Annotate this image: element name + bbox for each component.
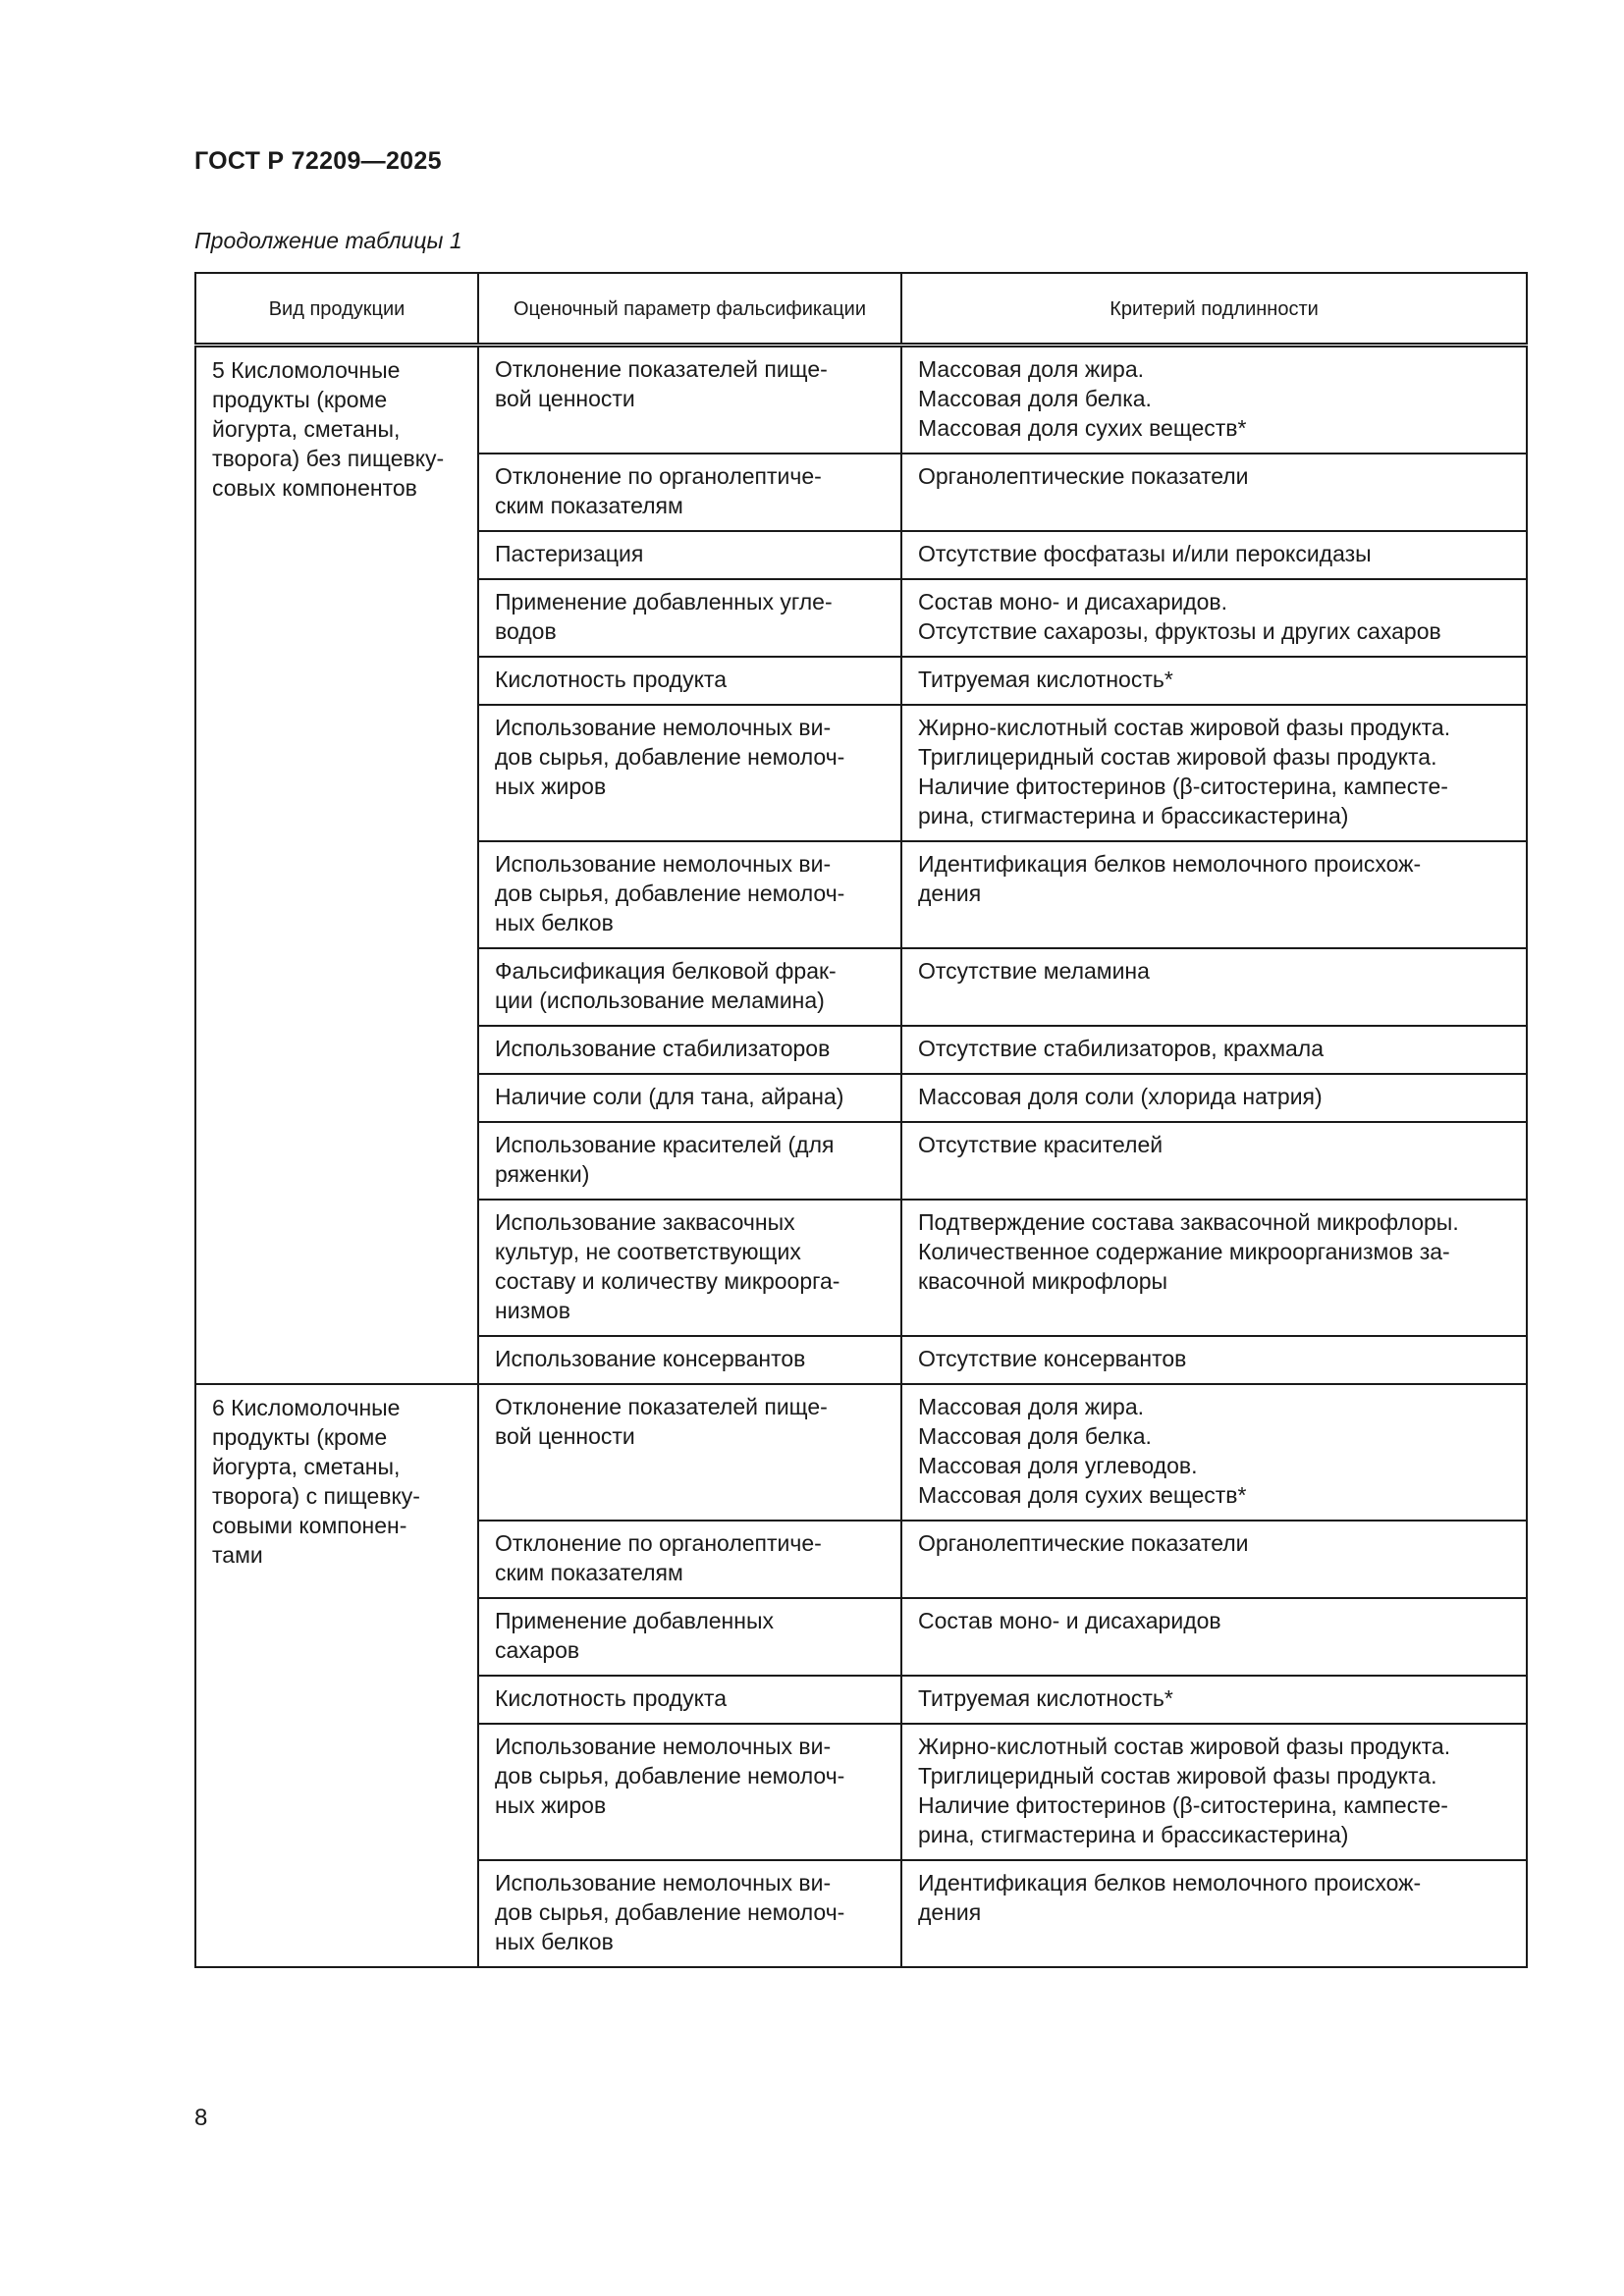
parameter-line: Отклонение по органолептиче- [495, 1530, 822, 1556]
criterion-cell [901, 1724, 1527, 1860]
criterion-cell [901, 1074, 1527, 1122]
product-category-line: 6 Кисломолочные [212, 1395, 401, 1420]
criterion-cell [901, 579, 1527, 657]
parameter-line: ским показателям [495, 1560, 683, 1585]
criterion-line: Наличие фитостеринов (β-ситостерина, кампесте- [918, 774, 1448, 799]
parameter-line: Использование красителей (для [495, 1132, 835, 1157]
criterion-cell [901, 1122, 1527, 1200]
parameter-line: ряженки) [495, 1161, 590, 1187]
table-caption: Продолжение таблицы 1 [194, 228, 462, 253]
criterion-line: Массовая доля углеводов. [918, 1453, 1198, 1478]
parameter-line: Использование немолочных ви- [495, 851, 832, 877]
table-row [195, 1384, 1527, 1521]
criterion-line: Массовая доля сухих веществ* [918, 415, 1247, 441]
criterion-line: Массовая доля соли (хлорида натрия) [918, 1084, 1323, 1109]
criterion-line: Отсутствие консервантов [918, 1346, 1187, 1371]
product-category-line: йогурта, сметаны, [212, 1454, 401, 1479]
parameter-line: вой ценности [495, 386, 635, 411]
parameter-line: ским показателям [495, 493, 683, 518]
product-category-line: продукты (кроме [212, 387, 388, 412]
parameter-line: ных жиров [495, 1792, 607, 1818]
parameter-line: ции (использование меламина) [495, 988, 825, 1013]
parameter-cell [478, 705, 901, 841]
parameter-cell [478, 1521, 901, 1598]
criterion-line: рина, стигмастерина и брассикастерина) [918, 1822, 1349, 1847]
criterion-cell [901, 1676, 1527, 1724]
parameter-line: Применение добавленных угле- [495, 589, 833, 614]
criterion-line: Отсутствие стабилизаторов, крахмала [918, 1036, 1325, 1061]
criterion-line: Органолептические показатели [918, 1530, 1249, 1556]
column-header-parameter: Оценочный параметр фальсификации [478, 273, 901, 346]
criterion-line: Массовая доля белка. [918, 1423, 1152, 1449]
criterion-cell [901, 346, 1527, 454]
parameter-line: Отклонение показателей пище- [495, 356, 828, 382]
criterion-line: квасочной микрофлоры [918, 1268, 1168, 1294]
criterion-line: Идентификация белков немолочного происхож- [918, 851, 1422, 877]
criterion-line: Массовая доля сухих веществ* [918, 1482, 1247, 1508]
criterion-cell [901, 948, 1527, 1026]
product-category-line: совых компонентов [212, 475, 417, 501]
parameter-line: сахаров [495, 1637, 580, 1663]
parameter-line: Наличие соли (для тана, айрана) [495, 1084, 844, 1109]
parameter-cell [478, 1384, 901, 1521]
product-category-cell [195, 1384, 478, 1967]
product-category-line: 5 Кисломолочные [212, 357, 401, 383]
criterion-cell [901, 1598, 1527, 1676]
criterion-cell [901, 1026, 1527, 1074]
criterion-line: Титруемая кислотность* [918, 1685, 1173, 1711]
product-category-line: творога) с пищевку- [212, 1483, 420, 1509]
parameter-line: ных белков [495, 1929, 614, 1954]
criterion-line: Триглицеридный состав жировой фазы продукта. [918, 744, 1437, 770]
criterion-cell [901, 705, 1527, 841]
criterion-cell [901, 1860, 1527, 1967]
parameter-cell [478, 657, 901, 705]
parameter-line: Использование немолочных ви- [495, 715, 832, 740]
criterion-line: Количественное содержание микроорганизмов за- [918, 1239, 1450, 1264]
parameter-cell [478, 948, 901, 1026]
parameter-line: Применение добавленных [495, 1608, 774, 1633]
product-category-line: тами [212, 1542, 263, 1568]
criterion-line: Жирно-кислотный состав жировой фазы продукта. [918, 715, 1451, 740]
criterion-cell [901, 1521, 1527, 1598]
parameter-line: Отклонение по органолептиче- [495, 463, 822, 489]
criterion-cell [901, 1336, 1527, 1384]
criterion-cell [901, 454, 1527, 531]
product-category-line: творога) без пищевку- [212, 446, 445, 471]
criterion-line: Подтверждение состава заквасочной микрофлоры. [918, 1209, 1459, 1235]
product-category-cell [195, 346, 478, 1385]
table-header-row [195, 273, 1527, 346]
criterion-cell [901, 531, 1527, 579]
parameter-line: Кислотность продукта [495, 667, 727, 692]
parameter-cell [478, 1026, 901, 1074]
criterion-line: Титруемая кислотность* [918, 667, 1173, 692]
parameter-line: вой ценности [495, 1423, 635, 1449]
criterion-cell [901, 1384, 1527, 1521]
document-code: ГОСТ Р 72209—2025 [194, 147, 442, 175]
parameter-cell [478, 1074, 901, 1122]
parameter-cell [478, 841, 901, 948]
parameter-line: Кислотность продукта [495, 1685, 727, 1711]
parameter-line: Фальсификация белковой фрак- [495, 958, 837, 984]
parameter-cell [478, 531, 901, 579]
table-row [195, 346, 1527, 454]
parameter-line: низмов [495, 1298, 570, 1323]
parameter-cell [478, 579, 901, 657]
parameter-cell [478, 1860, 901, 1967]
parameter-cell [478, 1200, 901, 1336]
criterion-line: Массовая доля жира. [918, 356, 1145, 382]
parameter-line: Использование стабилизаторов [495, 1036, 831, 1061]
parameter-cell [478, 1122, 901, 1200]
parameter-cell [478, 1724, 901, 1860]
criterion-line: Состав моно- и дисахаридов [918, 1608, 1221, 1633]
criterion-line: Отсутствие сахарозы, фруктозы и других сахаров [918, 618, 1441, 644]
criterion-line: Органолептические показатели [918, 463, 1249, 489]
parameter-line: дов сырья, добавление немолоч- [495, 1763, 845, 1789]
parameter-cell [478, 1598, 901, 1676]
criterion-line: Отсутствие фосфатазы и/или пероксидазы [918, 541, 1372, 566]
parameter-line: Пастеризация [495, 541, 644, 566]
criterion-line: Массовая доля белка. [918, 386, 1152, 411]
column-header-product-type: Вид продукции [195, 273, 478, 346]
page-number: 8 [194, 2105, 208, 2131]
parameter-line: Использование немолочных ви- [495, 1734, 832, 1759]
product-category-line: продукты (кроме [212, 1424, 388, 1450]
criterion-line: Отсутствие меламина [918, 958, 1150, 984]
criterion-line: Жирно-кислотный состав жировой фазы продукта. [918, 1734, 1451, 1759]
parameter-line: культур, не соответствующих [495, 1239, 801, 1264]
parameter-line: водов [495, 618, 557, 644]
criterion-cell [901, 657, 1527, 705]
criterion-line: Отсутствие красителей [918, 1132, 1164, 1157]
parameter-line: Использование консервантов [495, 1346, 806, 1371]
parameter-cell [478, 454, 901, 531]
parameter-cell [478, 1676, 901, 1724]
criterion-cell [901, 1200, 1527, 1336]
parameter-line: Использование заквасочных [495, 1209, 795, 1235]
table-body [195, 346, 1527, 1968]
criterion-line: рина, стигмастерина и брассикастерина) [918, 803, 1349, 828]
criterion-line: Наличие фитостеринов (β-ситостерина, кампесте- [918, 1792, 1448, 1818]
criterion-line: Триглицеридный состав жировой фазы продукта. [918, 1763, 1437, 1789]
criterion-line: Массовая доля жира. [918, 1394, 1145, 1419]
parameter-line: дов сырья, добавление немолоч- [495, 1899, 845, 1925]
parameter-line: ных жиров [495, 774, 607, 799]
parameter-line: дов сырья, добавление немолоч- [495, 881, 845, 906]
parameter-cell [478, 346, 901, 454]
parameter-line: составу и количеству микроорга- [495, 1268, 840, 1294]
criterion-line: дения [918, 1899, 982, 1925]
falsification-table [194, 272, 1528, 1968]
column-header-criterion: Критерий подлинности [901, 273, 1527, 346]
criterion-line: Идентификация белков немолочного происхож- [918, 1870, 1422, 1896]
parameter-line: ных белков [495, 910, 614, 935]
parameter-line: Использование немолочных ви- [495, 1870, 832, 1896]
product-category-line: йогурта, сметаны, [212, 416, 401, 442]
parameter-line: дов сырья, добавление немолоч- [495, 744, 845, 770]
parameter-cell [478, 1336, 901, 1384]
criterion-cell [901, 841, 1527, 948]
criterion-line: дения [918, 881, 982, 906]
parameter-line: Отклонение показателей пище- [495, 1394, 828, 1419]
criterion-line: Состав моно- и дисахаридов. [918, 589, 1228, 614]
product-category-line: совыми компонен- [212, 1513, 407, 1538]
